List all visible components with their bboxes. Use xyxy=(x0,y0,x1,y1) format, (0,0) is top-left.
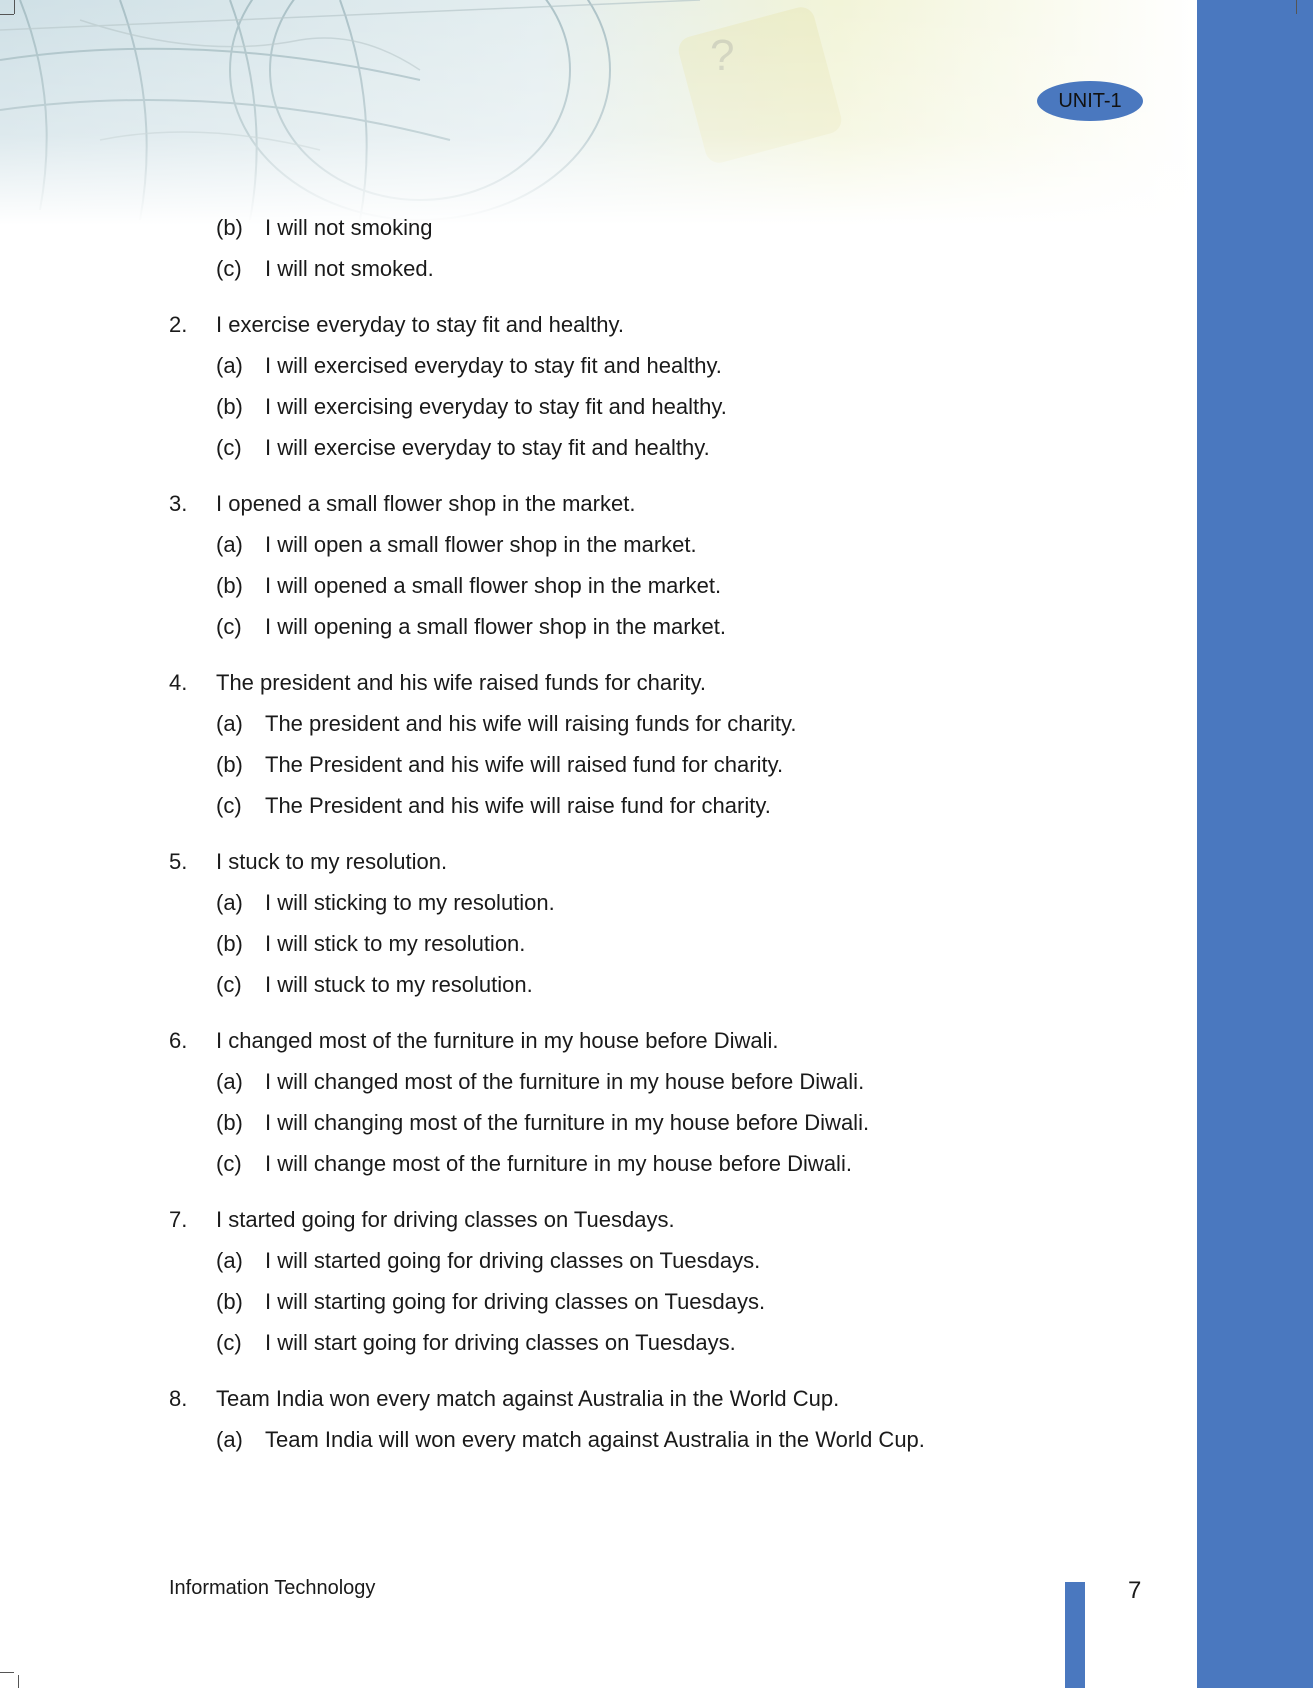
question-text: The president and his wife raised funds for charity. xyxy=(216,670,706,695)
question-row xyxy=(169,1207,1169,1248)
question-text: I opened a small flower shop in the market. xyxy=(216,491,636,516)
option-text: The President and his wife will raised fund for charity. xyxy=(265,752,784,777)
option-text: I will exercising everyday to stay fit and healthy. xyxy=(265,394,727,419)
question-number: 5. xyxy=(169,849,188,874)
crop-mark xyxy=(18,1675,19,1688)
option-text: I will open a small flower shop in the market. xyxy=(265,532,697,557)
option-label: (c) xyxy=(216,793,242,818)
option-label: (c) xyxy=(216,614,242,639)
option-text: I will opened a small flower shop in the market. xyxy=(265,573,722,598)
option-row xyxy=(216,614,1169,655)
option-row xyxy=(216,435,1169,476)
option-row xyxy=(216,1289,1169,1330)
option-text: I will sticking to my resolution. xyxy=(265,890,555,915)
option-row xyxy=(216,972,1169,1013)
question-number: 2. xyxy=(169,312,188,337)
question-number: 4. xyxy=(169,670,188,695)
question-text: I started going for driving classes on Tuesdays. xyxy=(216,1207,675,1232)
unit-badge: UNIT-1 xyxy=(1037,81,1143,121)
option-text: I will started going for driving classes on Tuesdays. xyxy=(265,1248,761,1273)
option-text: I will change most of the furniture in my house before Diwali. xyxy=(265,1151,852,1176)
right-color-band xyxy=(1197,0,1313,1688)
option-text: I will not smoking xyxy=(265,215,433,240)
option-row xyxy=(216,793,1169,834)
crop-mark xyxy=(0,14,14,15)
question-row xyxy=(169,491,1169,532)
option-label: (b) xyxy=(216,394,243,419)
question-block xyxy=(169,1207,1169,1371)
question-text: I stuck to my resolution. xyxy=(216,849,448,874)
option-label: (c) xyxy=(216,972,242,997)
exercise-content xyxy=(169,215,1169,1468)
option-label: (a) xyxy=(216,532,243,557)
footer-title: Information Technology xyxy=(169,1577,376,1599)
option-row xyxy=(216,1248,1169,1289)
header-globe-illustration xyxy=(0,0,1197,225)
option-text: I will exercised everyday to stay fit and healthy. xyxy=(265,353,722,378)
option-text: I will stuck to my resolution. xyxy=(265,972,533,997)
question-number: 7. xyxy=(169,1207,188,1232)
question-block xyxy=(169,849,1169,1013)
option-label: (a) xyxy=(216,1427,243,1452)
option-text: I will stick to my resolution. xyxy=(265,931,526,956)
option-row xyxy=(216,573,1169,614)
question-text: Team India won every match against Australia in the World Cup. xyxy=(216,1386,840,1411)
option-text: I will opening a small flower shop in the market. xyxy=(265,614,726,639)
option-row xyxy=(216,394,1169,435)
option-row xyxy=(216,353,1169,394)
question-number: 6. xyxy=(169,1028,188,1053)
option-label: (a) xyxy=(216,711,243,736)
option-row xyxy=(216,890,1169,931)
option-row xyxy=(216,532,1169,573)
option-row xyxy=(216,711,1169,752)
question-row xyxy=(169,849,1169,890)
globe-artwork xyxy=(0,0,1197,225)
crop-mark xyxy=(14,0,15,14)
question-row xyxy=(169,1386,1169,1427)
option-text: Team India will won every match against Australia in the World Cup. xyxy=(265,1427,925,1452)
option-text: I will changed most of the furniture in my house before Diwali. xyxy=(265,1069,865,1094)
option-label: (b) xyxy=(216,1110,243,1135)
option-row xyxy=(216,1427,1169,1468)
question-block xyxy=(169,1028,1169,1192)
option-row xyxy=(216,752,1169,793)
option-label: (a) xyxy=(216,890,243,915)
option-label: (b) xyxy=(216,1289,243,1314)
option-text: I will not smoked. xyxy=(265,256,434,281)
crop-mark xyxy=(1296,0,1297,14)
option-row xyxy=(216,1110,1169,1151)
option-row xyxy=(216,215,1169,256)
option-label: (c) xyxy=(216,1330,242,1355)
option-label: (b) xyxy=(216,573,243,598)
option-label: (c) xyxy=(216,256,242,281)
option-label: (c) xyxy=(216,1151,242,1176)
option-row xyxy=(216,256,1169,297)
option-label: (b) xyxy=(216,931,243,956)
option-label: (b) xyxy=(216,752,243,777)
option-text: The president and his wife will raising funds for charity. xyxy=(265,711,797,736)
question-block xyxy=(169,1386,1169,1468)
question-row xyxy=(169,1028,1169,1069)
option-row xyxy=(216,931,1169,972)
option-label: (a) xyxy=(216,1248,243,1273)
question-number: 8. xyxy=(169,1386,188,1411)
footer-accent-bar xyxy=(1065,1582,1085,1688)
option-label: (c) xyxy=(216,435,242,460)
question-row xyxy=(169,312,1169,353)
option-text: I will changing most of the furniture in my house before Diwali. xyxy=(265,1110,870,1135)
question-block xyxy=(169,670,1169,834)
question-number: 3. xyxy=(169,491,188,516)
crop-mark xyxy=(0,1672,14,1673)
option-label: (a) xyxy=(216,1069,243,1094)
question-text: I changed most of the furniture in my house before Diwali. xyxy=(216,1028,779,1053)
question-text: I exercise everyday to stay fit and healthy. xyxy=(216,312,625,337)
option-text: I will starting going for driving classes on Tuesdays. xyxy=(265,1289,766,1314)
page-number: 7 xyxy=(1128,1577,1142,1604)
option-text: I will start going for driving classes on Tuesdays. xyxy=(265,1330,736,1355)
option-row xyxy=(216,1330,1169,1371)
option-text: I will exercise everyday to stay fit and healthy. xyxy=(265,435,710,460)
option-label: (b) xyxy=(216,215,243,240)
option-row xyxy=(216,1151,1169,1192)
question-row xyxy=(169,670,1169,711)
option-label: (a) xyxy=(216,353,243,378)
question-block xyxy=(169,312,1169,476)
question-block xyxy=(169,491,1169,655)
option-row xyxy=(216,1069,1169,1110)
question-list xyxy=(169,312,1169,1468)
option-text: The President and his wife will raise fund for charity. xyxy=(265,793,771,818)
